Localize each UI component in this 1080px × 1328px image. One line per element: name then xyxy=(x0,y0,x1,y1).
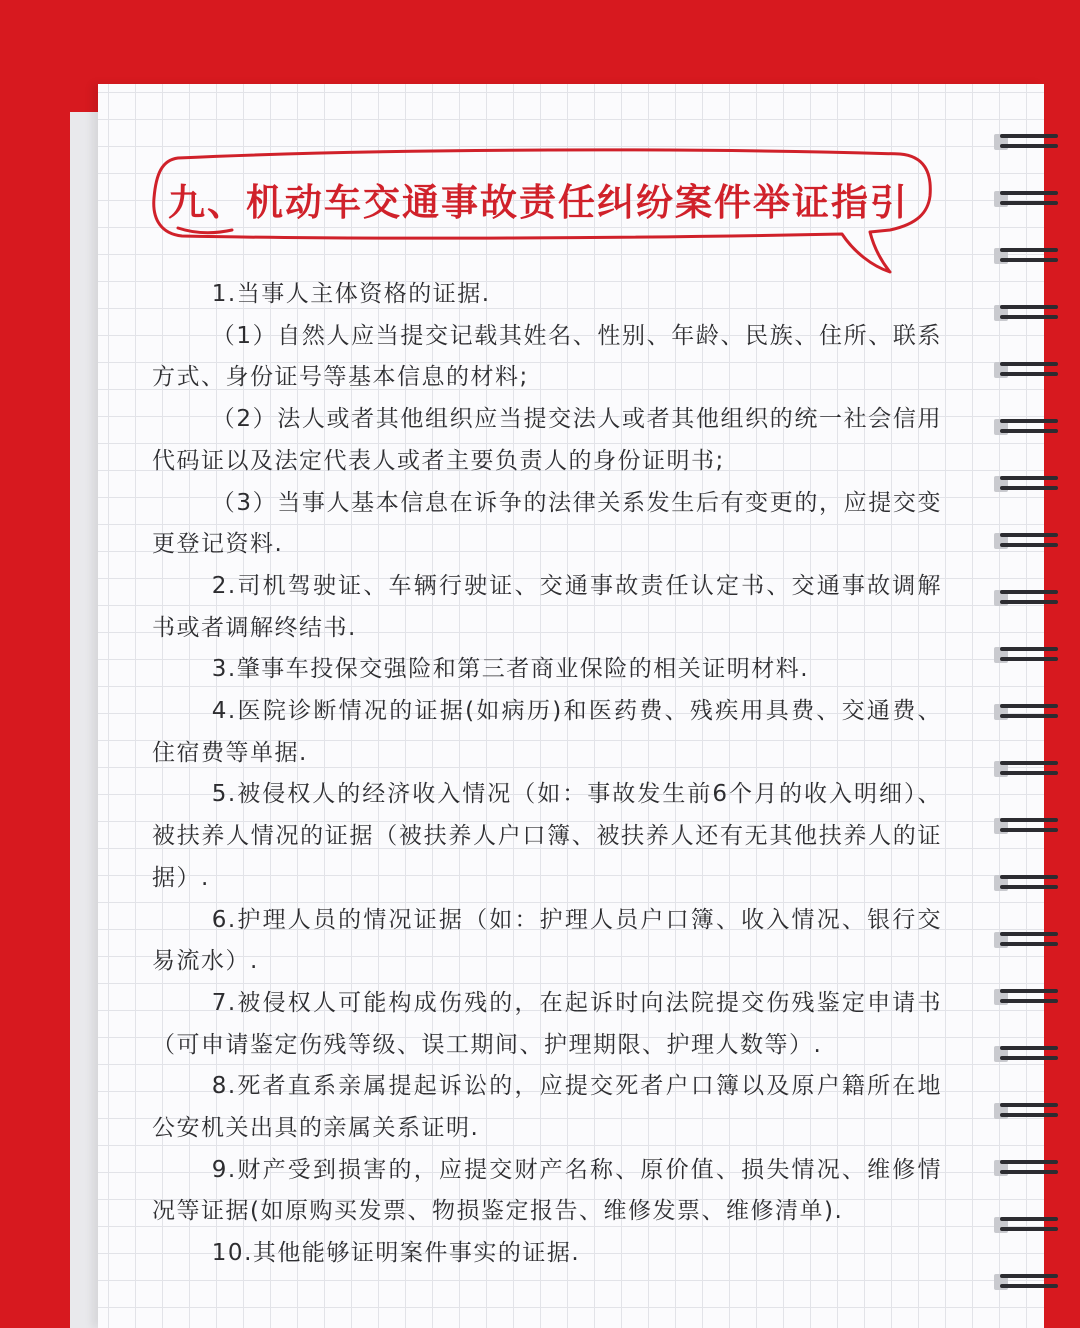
binding-ring xyxy=(994,1097,1058,1123)
paragraph-item-1: 1.当事人主体资格的证据. xyxy=(211,281,491,307)
binding-ring xyxy=(994,299,1058,325)
binding-ring xyxy=(994,584,1058,610)
binding-ring xyxy=(994,527,1058,553)
paragraph-item-1-1: （1）自然人应当提交记载其姓名、性别、年龄、民族、住所、联系方式、身份证号等基本信息的材料; xyxy=(152,322,942,391)
binding-ring xyxy=(994,1211,1058,1237)
binding-ring xyxy=(994,128,1058,154)
page-title: 九、机动车交通事故责任纠纷案件举证指引 xyxy=(168,181,909,224)
paragraph-item-1-3: （3）当事人基本信息在诉争的法律关系发生后有变更的，应提交变更登记资料. xyxy=(152,489,942,558)
binding-ring xyxy=(994,1154,1058,1180)
paragraph-item-1-2: （2）法人或者其他组织应当提交法人或者其他组织的统一社会信用代码证以及法定代表人或者主要负责人的身份证明书; xyxy=(152,406,942,474)
binding-ring xyxy=(994,983,1058,1009)
guide-content xyxy=(152,274,942,1275)
binding-ring xyxy=(994,185,1058,211)
spiral-binding xyxy=(994,128,1058,1328)
binding-ring xyxy=(994,242,1058,268)
binding-ring xyxy=(994,413,1058,439)
paragraph-item-7: 7.被侵权人可能构成伤残的，在起诉时向法院提交伤残鉴定申请书（可申请鉴定伤残等级、误工期间、护理期限、护理人数等）. xyxy=(152,989,942,1058)
binding-ring xyxy=(994,926,1058,952)
title-speech-bubble xyxy=(148,146,938,278)
paragraph-item-3: 3.肇事车投保交强险和第三者商业保险的相关证明材料. xyxy=(211,656,810,683)
paragraph-item-6: 6.护理人员的情况证据（如：护理人员户口簿、收入情况、银行交易流水）. xyxy=(152,906,942,975)
paragraph-item-9: 9.财产受到损害的，应提交财产名称、原价值、损失情况、维修情况等证据(如原购买发票、物损鉴定报告、维修发票、维修清单). xyxy=(152,1156,942,1225)
paragraph-item-2: 2.司机驾驶证、车辆行驶证、交通事故责任认定书、交通事故调解书或者调解终结书. xyxy=(152,572,942,641)
binding-ring xyxy=(994,470,1058,496)
binding-ring xyxy=(994,755,1058,781)
binding-ring xyxy=(994,1040,1058,1066)
paragraph-item-4: 4.医院诊断情况的证据(如病历)和医药费、残疾用具费、交通费、住宿费等单据. xyxy=(152,698,942,766)
binding-ring xyxy=(994,356,1058,382)
binding-ring xyxy=(994,869,1058,895)
binding-ring xyxy=(994,698,1058,724)
binding-ring xyxy=(994,641,1058,667)
paragraph-item-8: 8.死者直系亲属提起诉讼的，应提交死者户口簿以及原户籍所在地公安机关出具的亲属关系证明. xyxy=(152,1073,942,1142)
binding-ring xyxy=(994,1268,1058,1294)
binding-ring xyxy=(994,812,1058,838)
paragraph-item-5: 5.被侵权人的经济收入情况（如：事故发生前6个月的收入明细）、被扶养人情况的证据（被扶养人户口簿、被扶养人还有无其他扶养人的证据）. xyxy=(152,781,942,891)
paragraph-item-10: 10.其他能够证明案件事实的证据. xyxy=(211,1240,581,1267)
